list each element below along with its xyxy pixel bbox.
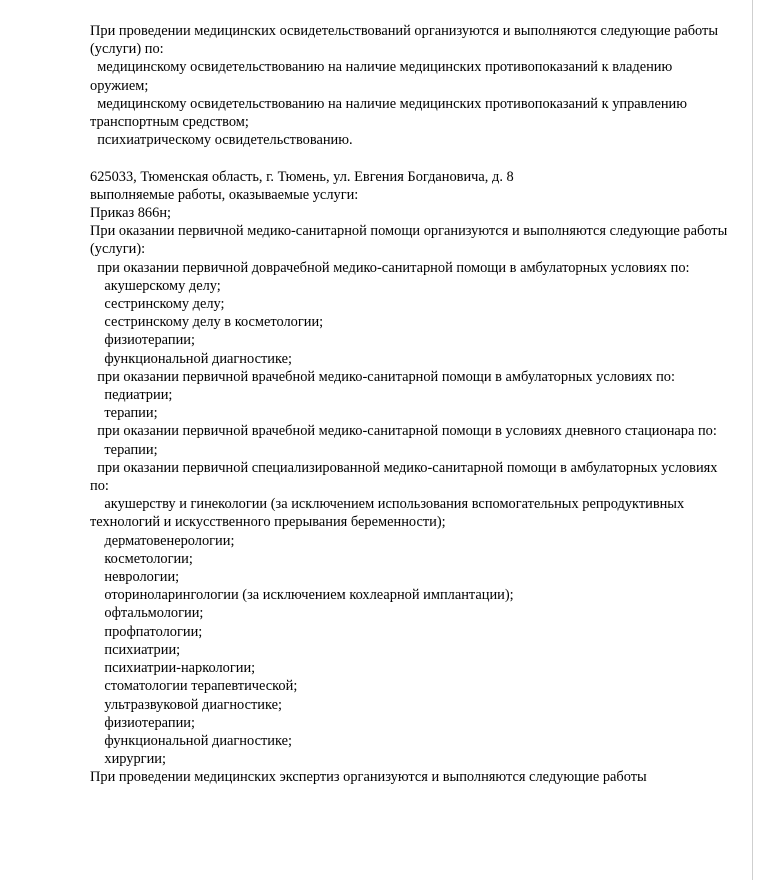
order-reference: Приказ 866н;: [90, 205, 172, 222]
works-label: выполняемые работы, оказываемые услуги:: [90, 186, 359, 203]
list-item: терапии;: [90, 405, 158, 422]
list-item: профпатологии;: [90, 623, 203, 640]
paragraph-spacer: [90, 149, 730, 167]
list-item: физиотерапии;: [90, 714, 195, 731]
address-line: 625033, Тюменская область, г. Тюмень, ул. Евгения Богдановича, д. 8: [90, 168, 514, 185]
heading-vrach-day-hospital: при оказании первичной врачебной медико-санитарной помощи в условиях дневного стационара по:: [90, 423, 717, 440]
heading-prevrach-ambulatory: при оказании первичной доврачебной медико-санитарной помощи в амбулаторных условиях по:: [90, 259, 690, 276]
list-item: оториноларингологии (за исключением кохлеарной имплантации);: [90, 587, 514, 604]
heading-vrach-ambulatory: при оказании первичной врачебной медико-санитарной помощи в амбулаторных условиях по:: [90, 368, 675, 385]
list-item: функциональной диагностике;: [90, 732, 292, 749]
list-item: педиатрии;: [90, 387, 173, 404]
paragraph-expertise-intro: При проведении медицинских экспертиз организуются и выполняются следующие работы: [90, 769, 647, 786]
list-item-weapon-examination: медицинскому освидетельствованию на наличие медицинских противопоказаний к владению оружием;: [90, 59, 676, 94]
list-item: косметологии;: [90, 550, 193, 567]
list-item: ультразвуковой диагностике;: [90, 696, 282, 713]
list-item: неврологии;: [90, 569, 180, 586]
list-item: хирургии;: [90, 751, 166, 768]
paragraph-primary-care-intro: При оказании первичной медико-санитарной помощи организуются и выполняются следующие работы (услуги):: [90, 223, 731, 258]
list-item: сестринскому делу;: [90, 296, 225, 313]
list-item: акушерству и гинекологии (за исключением использования вспомогательных репродуктивных технологий и искусственного прерывания беременности);: [90, 496, 688, 531]
list-item: стоматологии терапевтической;: [90, 678, 298, 695]
list-item: акушерскому делу;: [90, 277, 221, 294]
list-item: физиотерапии;: [90, 332, 195, 349]
list-item: психиатрии-наркологии;: [90, 660, 256, 677]
list-item: психиатрии;: [90, 641, 181, 658]
list-item: дерматовенерологии;: [90, 532, 235, 549]
list-item: сестринскому делу в косметологии;: [90, 314, 324, 331]
list-item: терапии;: [90, 441, 158, 458]
heading-specialized-ambulatory: при оказании первичной специализированной медико-санитарной помощи в амбулаторных условиях по:: [90, 459, 722, 495]
paragraph-medical-examinations-intro: При проведении медицинских освидетельствований организуются и выполняются следующие работы (услуги) по:: [90, 23, 722, 58]
list-item-vehicle-examination: медицинскому освидетельствованию на наличие медицинских противопоказаний к управлению транспортным средством;: [90, 95, 691, 131]
list-item-psychiatric-examination: психиатрическому освидетельствованию.: [90, 132, 353, 149]
list-item: функциональной диагностике;: [90, 350, 292, 367]
list-item: офтальмологии;: [90, 605, 204, 622]
document-text: [90, 22, 730, 787]
